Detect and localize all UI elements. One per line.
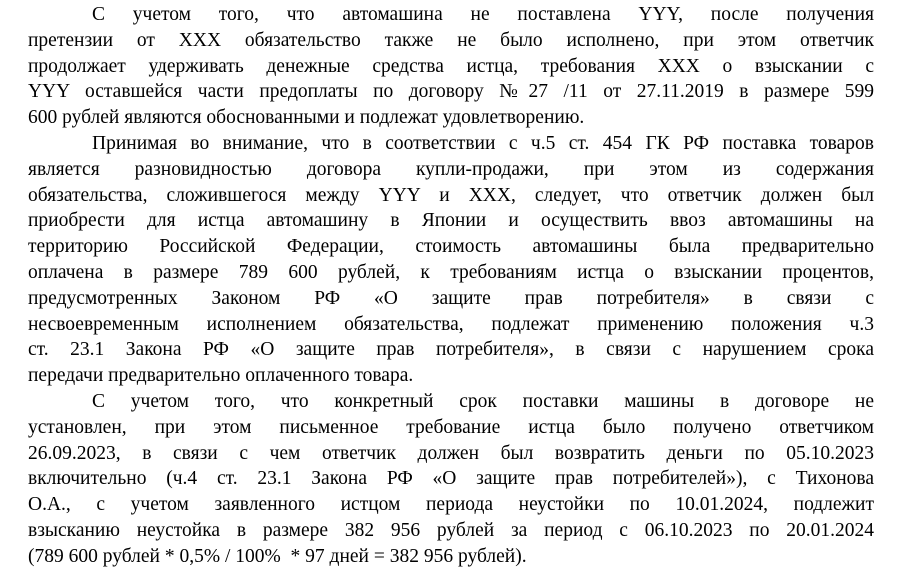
text-line: Принимая во внимание, что в соответствии с ч.5 ст. 454 ГК РФ поставка товаров <box>92 132 874 154</box>
document-text <box>28 2 874 569</box>
text-line: предусмотренных Законом РФ «О защите прав потребителя» в связи с <box>28 287 874 309</box>
paragraph <box>28 131 874 389</box>
text-line: территорию Российской Федерации, стоимость автомашины была предварительно <box>28 236 874 258</box>
text-line: оплачена в размере 789 600 рублей, к требованиям истца о взыскании процентов, <box>28 261 874 283</box>
text-line: является разновидностью договора купли-продажи, при этом из содержания <box>28 158 874 180</box>
text-line: взысканию неустойка в размере 382 956 рублей за период с 06.10.2023 по 20.01.2024 <box>28 519 874 541</box>
text-line: С учетом того, что автомашина не поставлена YYY, после получения <box>92 4 874 25</box>
paragraph <box>28 389 874 569</box>
text-line: продолжает удерживать денежные средства истца, требования XXX о взыскании с <box>28 55 874 77</box>
text-line: (789 600 рублей * 0,5% / 100% * 97 дней = 382 956 рублей). <box>28 545 527 567</box>
text-line: обязательства, сложившегося между YYY и XXX, следует, что ответчик должен был <box>28 184 874 206</box>
text-line: несвоевременным исполнением обязательства, подлежат применению положения ч.3 <box>28 313 874 335</box>
text-line: претензии от XXX обязательство также не было исполнено, при этом ответчик <box>28 29 874 51</box>
text-line: включительно (ч.4 ст. 23.1 Закона РФ «О защите прав потребителей»), с Тихонова <box>28 468 874 490</box>
text-line: установлен, при этом письменное требование истца было получено ответчиком <box>28 416 874 438</box>
text-line: 26.09.2023, в связи с чем ответчик должен был возвратить деньги по 05.10.2023 <box>28 442 874 464</box>
text-line: С учетом того, что конкретный срок поставки машины в договоре не <box>92 390 874 412</box>
text-line: ст. 23.1 Закона РФ «О защите прав потребителя», в связи с нарушением срока <box>28 339 874 361</box>
paragraph <box>28 2 874 131</box>
text-line: передачи предварительно оплаченного товара. <box>28 365 414 387</box>
text-line: 600 рублей являются обоснованными и подлежат удовлетворению. <box>28 107 585 129</box>
text-line: приобрести для истца автомашину в Японии и осуществить ввоз автомашины на <box>28 210 874 232</box>
text-line: О.А., с учетом заявленного истцом периода неустойки по 10.01.2024, подлежит <box>28 494 874 516</box>
text-line: YYY оставшейся части предоплаты по договору №27 /11 от 27.11.2019 в размере 599 <box>28 81 874 103</box>
